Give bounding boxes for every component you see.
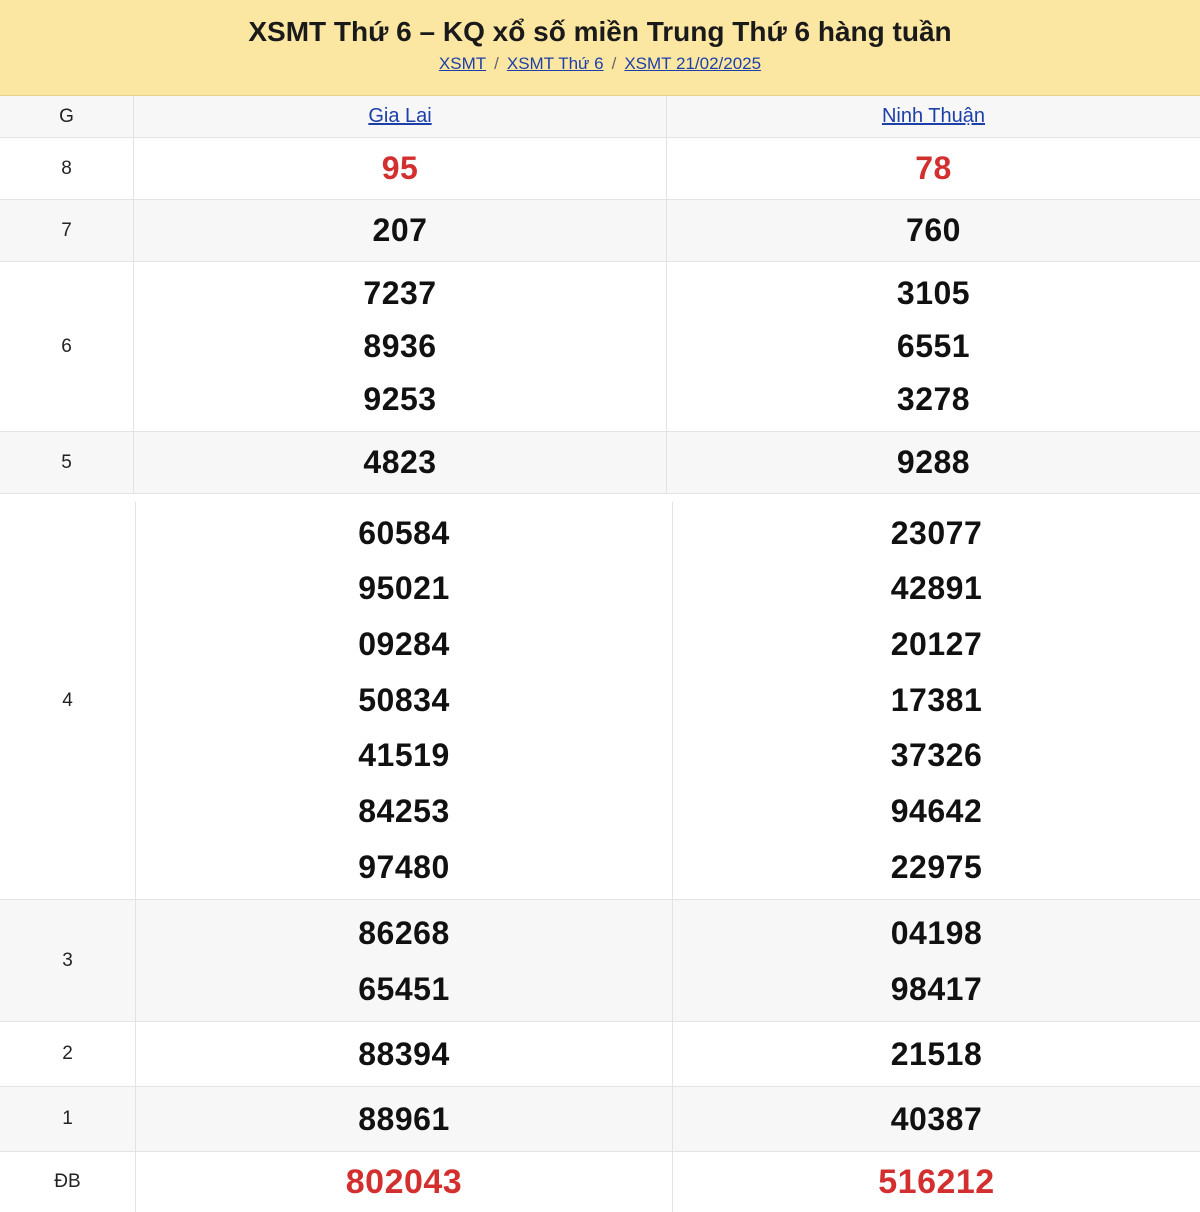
prize-row-4 [0, 502, 1200, 900]
prize-label: 4 [0, 502, 136, 899]
special-prize-number: 516212 [878, 1162, 995, 1201]
result-number: 9288 [896, 444, 971, 480]
section-gap [0, 494, 1200, 502]
province-link-gia-lai[interactable]: Gia Lai [368, 105, 432, 127]
page-header [0, 0, 1200, 96]
province-link-ninh-thuan[interactable]: Ninh Thuận [881, 105, 986, 127]
result-number: 65451 [358, 970, 450, 1007]
column-header-ninh-thuan [667, 96, 1200, 137]
result-number: 88394 [358, 1035, 450, 1072]
prize-label: ĐB [0, 1152, 136, 1212]
result-number: 3105 [896, 275, 971, 311]
result-cell-ninh-thuan [673, 1152, 1200, 1212]
prize-row-3 [0, 900, 1200, 1022]
results-table [0, 96, 1200, 1212]
prize-row-special [0, 1152, 1200, 1212]
result-number: 4823 [363, 444, 437, 480]
result-cell-gia-lai [136, 1152, 673, 1212]
breadcrumb-separator: / [611, 54, 617, 73]
result-cell-gia-lai [134, 432, 667, 493]
result-number: 09284 [358, 625, 450, 662]
result-cell-ninh-thuan [667, 138, 1200, 199]
breadcrumb-separator: / [494, 54, 499, 73]
result-number: 42891 [890, 570, 983, 607]
result-number: 9253 [363, 381, 437, 417]
table-header-row [0, 96, 1200, 138]
prize-label: 8 [0, 138, 134, 199]
prize-label: 3 [0, 900, 136, 1021]
column-header-prize: G [0, 96, 134, 137]
result-number: 207 [372, 212, 428, 248]
result-number: 20127 [890, 625, 983, 662]
result-number: 60584 [358, 514, 450, 551]
prize-label: 7 [0, 200, 134, 261]
result-number: 95 [381, 150, 419, 186]
result-number: 6551 [896, 328, 971, 364]
result-cell-ninh-thuan [673, 900, 1200, 1021]
prize-row-1 [0, 1087, 1200, 1152]
page-title: XSMT Thứ 6 – KQ xổ số miền Trung Thứ 6 hàng tuần [248, 16, 952, 47]
breadcrumb [0, 54, 1200, 74]
prize-label: 1 [0, 1087, 136, 1151]
prize-row-2 [0, 1022, 1200, 1087]
result-number: 37326 [890, 737, 983, 774]
result-cell-gia-lai [136, 900, 673, 1021]
result-number: 78 [915, 150, 952, 186]
result-number: 95021 [358, 570, 450, 607]
result-cell-gia-lai [136, 1087, 673, 1151]
result-number: 22975 [890, 848, 983, 885]
result-cell-ninh-thuan [667, 200, 1200, 261]
result-cell-ninh-thuan [673, 1087, 1200, 1151]
result-number: 7237 [363, 275, 437, 311]
result-cell-ninh-thuan [673, 1022, 1200, 1086]
result-number: 84253 [358, 793, 450, 830]
result-number: 94642 [890, 793, 983, 830]
breadcrumb-link-xsmt-thu-6[interactable]: XSMT Thứ 6 [506, 54, 604, 73]
prize-label: 2 [0, 1022, 136, 1086]
result-number: 23077 [890, 514, 983, 551]
result-number: 41519 [358, 737, 450, 774]
column-header-gia-lai [134, 96, 667, 137]
prize-row-5 [0, 432, 1200, 494]
prize-row-7 [0, 200, 1200, 262]
prize-label: 6 [0, 262, 134, 431]
result-number: 21518 [890, 1035, 983, 1072]
result-number: 50834 [358, 681, 450, 718]
breadcrumb-link-xsmt[interactable]: XSMT [438, 54, 487, 73]
result-number: 760 [906, 212, 961, 248]
result-number: 40387 [890, 1100, 983, 1137]
result-cell-gia-lai [134, 200, 667, 261]
result-number: 8936 [363, 328, 437, 364]
prize-label: 5 [0, 432, 134, 493]
result-number: 86268 [358, 914, 450, 951]
result-cell-gia-lai [136, 1022, 673, 1086]
result-number: 04198 [890, 914, 983, 951]
result-cell-ninh-thuan [673, 502, 1200, 899]
result-number: 3278 [896, 381, 971, 417]
prize-row-6 [0, 262, 1200, 432]
result-cell-ninh-thuan [667, 432, 1200, 493]
result-cell-gia-lai [136, 502, 673, 899]
result-cell-gia-lai [134, 262, 667, 431]
breadcrumb-link-xsmt-date[interactable]: XSMT 21/02/2025 [624, 54, 762, 73]
result-number: 17381 [890, 681, 983, 718]
result-cell-gia-lai [134, 138, 667, 199]
result-cell-ninh-thuan [667, 262, 1200, 431]
result-number: 88961 [358, 1100, 450, 1137]
prize-row-8 [0, 138, 1200, 200]
result-number: 98417 [890, 970, 983, 1007]
result-number: 97480 [358, 848, 450, 885]
special-prize-number: 802043 [345, 1162, 463, 1201]
